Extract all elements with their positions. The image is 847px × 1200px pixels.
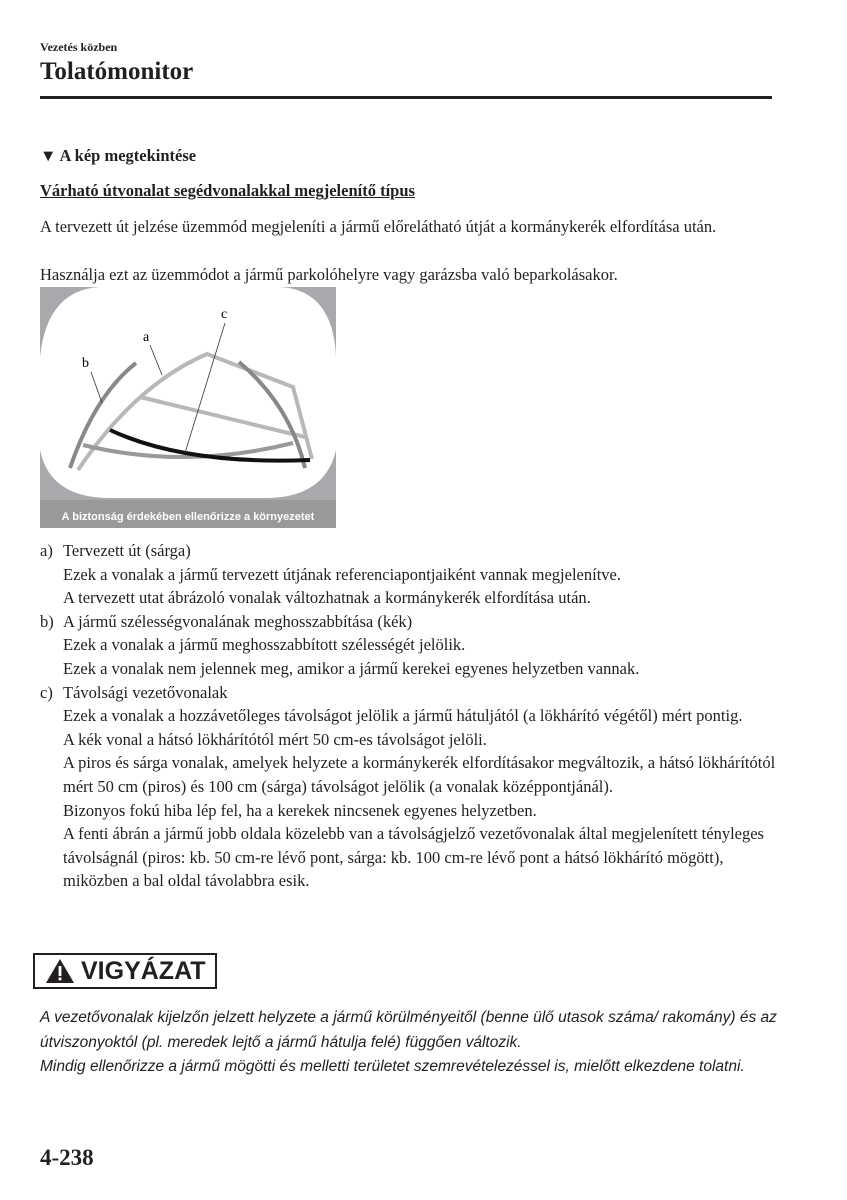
legend-list <box>40 539 780 893</box>
list-item-b <box>40 610 780 681</box>
item-text: Ezek a vonalak a hozzávetőleges távolságot jelölik a jármű hátuljától (a lökhárító végétől) mért pontig. <box>63 706 743 726</box>
page-number: 4-238 <box>40 1145 94 1170</box>
item-text: A piros és sárga vonalak, amelyek helyzete a kormánykerék elfordításakor megváltozik, a hátsó lökhárítótól mért 50 cm (piros) és 100 cm (sárga) távolságot jelölik (a vonalak középpontjánál). <box>63 753 776 796</box>
warning-triangle-icon <box>45 958 75 984</box>
guide-lines-diagram <box>35 285 340 530</box>
section-heading: ▼ A kép megtekintése <box>40 146 197 165</box>
item-text: Ezek a vonalak a jármű tervezett útjának referenciapontjaiként vannak megjelenítve. <box>63 564 621 584</box>
caution-paragraph: Mindig ellenőrizze a jármű mögötti és melletti területet szemrevételezéssel is, mielőtt elkezdene tolatni. <box>40 1058 745 1075</box>
caution-label: VIGYÁZAT <box>81 956 206 985</box>
caution-box <box>33 953 217 989</box>
item-text: Ezek a vonalak nem jelennek meg, amikor a jármű kerekei egyenes helyzetben vannak. <box>63 658 640 678</box>
section-label: Vezetés közben <box>40 40 118 54</box>
item-text: A tervezett utat ábrázoló vonalak változhatnak a kormánykerék elfordítása után. <box>63 588 591 608</box>
intro-paragraph-2: Használja ezt az üzemmódot a jármű parkolóhelyre vagy garázsba való beparkolásakor. <box>40 265 618 284</box>
label-b: b <box>82 356 89 371</box>
item-title: Tervezett út (sárga) <box>63 541 191 560</box>
item-label: c) <box>40 682 53 702</box>
title-divider <box>40 96 772 99</box>
item-text: A fenti ábrán a jármű jobb oldala közelebb van a távolságjelző vezetővonalak által megjelenített tényleges távolságnál (piros: kb. 50 cm-re lévő pont, sárga: kb. 100 cm-re lévő pont a hátsó lökhárító mögött), miközben a bal oldal távolabbra esik. <box>63 824 764 891</box>
diagram-caption: A biztonság érdekében ellenőrizze a környezetet <box>61 511 315 523</box>
camera-view <box>40 287 336 498</box>
item-label: a) <box>40 541 53 560</box>
item-title: Távolsági vezetővonalak <box>63 682 228 702</box>
list-item-a <box>40 539 780 610</box>
item-text: Ezek a vonalak a jármű meghosszabbított szélességét jelölik. <box>63 635 466 655</box>
label-c: c <box>221 307 228 322</box>
list-item-c <box>40 681 780 893</box>
label-a: a <box>143 330 150 345</box>
item-text: Bizonyos fokú hiba lép fel, ha a kerekek nincsenek egyenes helyzetben. <box>63 800 537 820</box>
item-label: b) <box>40 611 54 631</box>
subheading: Várható útvonalat segédvonalakkal megjelenítő típus <box>40 181 415 200</box>
intro-paragraph-1: A tervezett út jelzése üzemmód megjeleníti a jármű előrelátható útját a kormánykerék elfordítása után. <box>40 217 717 236</box>
caution-text <box>40 1006 780 1080</box>
page-title: Tolatómonitor <box>40 58 194 85</box>
caution-paragraph: A vezetővonalak kijelzőn jelzett helyzete a jármű körülményeitől (benne ülő utasok száma/ rakomány) és az útviszonyoktól (pl. meredek lejtő a jármű hátulja felé) függően változik. <box>40 1009 777 1051</box>
item-title: A jármű szélességvonalának meghosszabbítása (kék) <box>63 611 413 631</box>
item-text: A kék vonal a hátsó lökhárítótól mért 50 cm-es távolságot jelöli. <box>63 729 487 749</box>
